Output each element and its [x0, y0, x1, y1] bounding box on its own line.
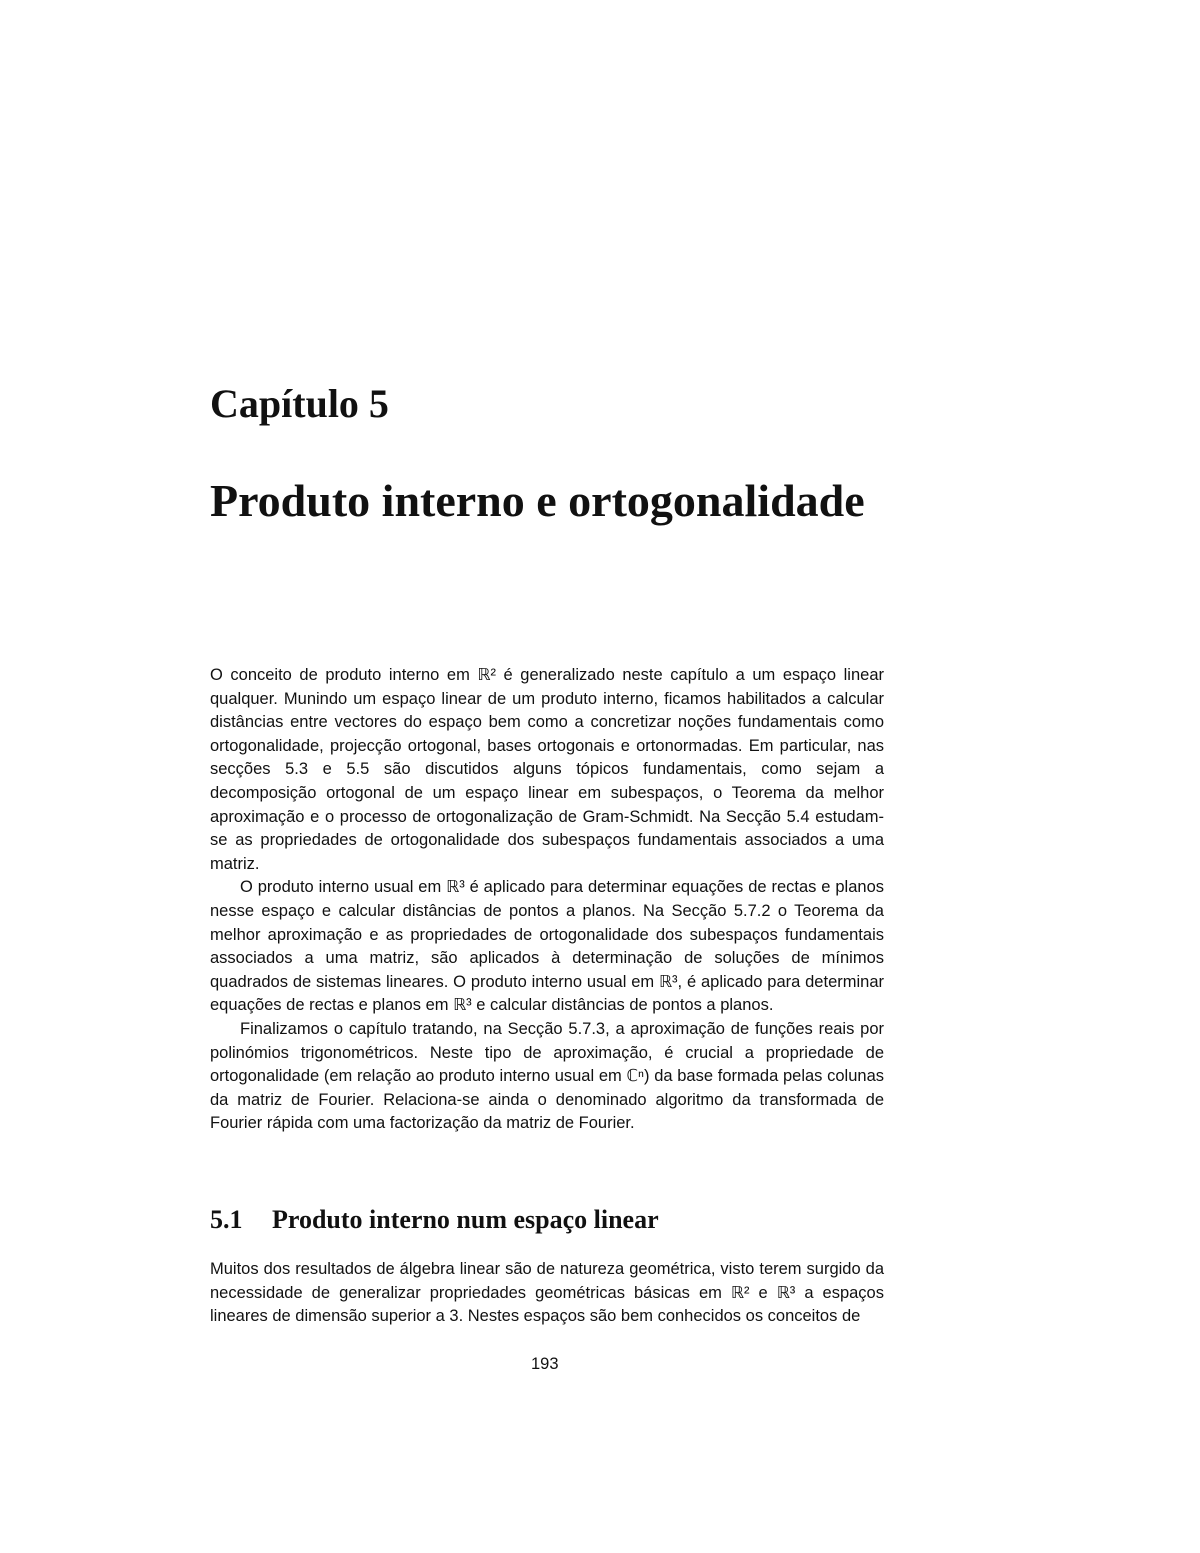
section-body: [210, 1258, 884, 1329]
page-number: 193: [531, 1355, 559, 1373]
section-number: 5.1: [210, 1205, 243, 1234]
section-heading: [210, 1204, 659, 1235]
section-title: Produto interno num espaço linear: [272, 1205, 659, 1234]
intro-paragraph-1: O conceito de produto interno em ℝ² é generalizado neste capítulo a um espaço linear qualquer. Munindo um espaço linear de um produto interno, ficamos habilitados a calcular distâncias entre vectores do espaço bem como a concretizar noções fundamentais como ortogonalidade, projecção ortogonal, bases ortogonais e ortonormadas. Em particular, nas secções 5.3 e 5.5 são discutidos alguns tópicos fundamentais, como sejam a decomposição ortogonal de um espaço linear em subespaços, o Teorema da melhor aproximação e o processo de ortogonalização de Gram-Schmidt. Na Secção 5.4 estudam-se as propriedades de ortogonalidade dos subespaços fundamentais associados a uma matriz.: [210, 666, 884, 873]
chapter-label: Capítulo 5: [210, 381, 389, 426]
section-paragraph: Muitos dos resultados de álgebra linear são de natureza geométrica, visto terem surgido da necessidade de generalizar propriedades geométricas básicas em ℝ² e ℝ³ a espaços lineares de dimensão superior a 3. Nestes espaços são bem conhecidos os conceitos de: [210, 1260, 884, 1326]
chapter-introduction: [210, 664, 884, 1136]
intro-paragraph-3: Finalizamos o capítulo tratando, na Secção 5.7.3, a aproximação de funções reais por polinómios trigonométricos. Neste tipo de aproximação, é crucial a propriedade de ortogonalidade (em relação ao produto interno usual em ℂⁿ) da base formada pelas colunas da matriz de Fourier. Relaciona-se ainda o denominado algoritmo da transformada de Fourier rápida com uma factorização da matriz de Fourier.: [210, 1019, 884, 1133]
chapter-title: Produto interno e ortogonalidade: [210, 475, 865, 526]
intro-paragraph-2: O produto interno usual em ℝ³ é aplicado para determinar equações de rectas e planos nesse espaço e calcular distâncias de pontos a planos. Na Secção 5.7.2 o Teorema da melhor aproximação e as propriedades de ortogonalidade dos subespaços fundamentais associados a uma matriz, são aplicados à determinação de soluções de mínimos quadrados de sistemas lineares. O produto interno usual em ℝ³, é aplicado para determinar equações de rectas e planos em ℝ³ e calcular distâncias de pontos a planos.: [210, 878, 884, 1015]
